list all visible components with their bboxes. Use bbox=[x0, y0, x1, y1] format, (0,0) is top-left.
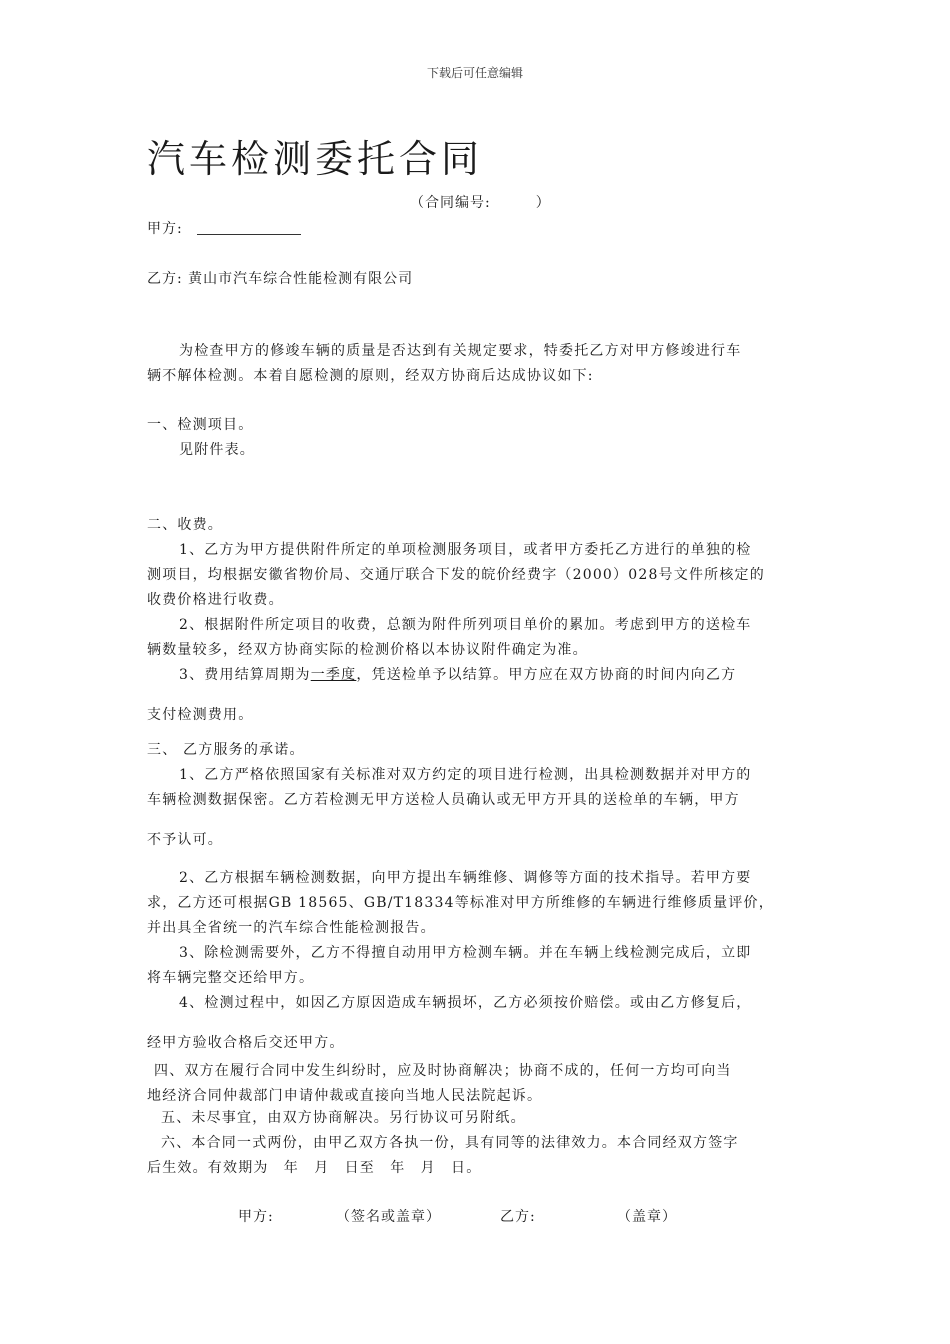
section-1-text: 见附件表。 bbox=[179, 442, 255, 458]
section-3-item2-line3: 并出具全省统一的汽车综合性能检测报告。 bbox=[147, 920, 436, 936]
party-a-label: 甲方: bbox=[147, 221, 183, 237]
section-2-item3-post: ，凭送检单予以结算。甲方应在双方协商的时间内向乙方 bbox=[356, 667, 737, 683]
section-3-item1-line1: 1、乙方严格依照国家有关标准对双方约定的项目进行检测，出具检测数据并对甲方的 bbox=[179, 767, 752, 783]
signature-party-a-note: （签名或盖章） bbox=[336, 1209, 441, 1225]
section-1 bbox=[147, 413, 807, 463]
section-3-item2-line2: 求，乙方还可根据GB 18565、GB/T18334等标准对甲方所维修的车辆进行维修质量评价， bbox=[147, 895, 774, 911]
document-title: 汽车检测委托合同 bbox=[147, 137, 484, 181]
section-2-item3 bbox=[147, 663, 807, 688]
section-1-heading: 一、检测项目。 bbox=[147, 417, 254, 433]
signature-party-b-label: 乙方: bbox=[500, 1209, 536, 1225]
party-a-blank bbox=[197, 220, 301, 235]
section-6-line1: 六、本合同一式两份，由甲乙双方各执一份，具有同等的法律效力。本合同经双方签字 bbox=[161, 1135, 739, 1151]
section-2 bbox=[147, 513, 807, 728]
section-3-item1-line2: 车辆检测数据保密。乙方若检测无甲方送检人员确认或无甲方开具的送检单的车辆，甲方 bbox=[147, 792, 740, 808]
signature-party-b-note: （盖章） bbox=[617, 1209, 677, 1225]
section-4-line2: 地经济合同仲裁部门申请仲裁或直接向当地人民法院起诉。 bbox=[147, 1088, 543, 1104]
party-b-line: 乙方: 黄山市汽车综合性能检测有限公司 bbox=[147, 271, 414, 287]
signature-party-a-label: 甲方: bbox=[238, 1209, 274, 1225]
section-4 bbox=[147, 1059, 807, 1109]
section-6-line2: 后生效。有效期为 年 月 日至 年 月 日。 bbox=[147, 1160, 482, 1176]
section-2-heading: 二、收费。 bbox=[147, 517, 223, 533]
section-2-item1-line2: 测项目，均根据安徽省物价局、交通厅联合下发的皖价经费字（2000）028号文件所核定的 bbox=[147, 567, 765, 583]
section-3-item3-line2: 将车辆完整交还给甲方。 bbox=[147, 970, 315, 986]
section-2-item2-line2: 辆数量较多，经双方协商实际的检测价格以本协议附件确定为准。 bbox=[147, 642, 588, 658]
section-5-line: 五、未尽事宜，由双方协商解决。另行协议可另附纸。 bbox=[161, 1110, 526, 1126]
section-2-item2-line1: 2、根据附件所定项目的收费，总额为附件所列项目单价的累加。考虑到甲方的送检车 bbox=[179, 617, 752, 633]
section-5 bbox=[147, 1106, 807, 1131]
intro-paragraph bbox=[147, 339, 807, 389]
settlement-period: 一季度 bbox=[310, 667, 357, 683]
section-3-heading: 三、 乙方服务的承诺。 bbox=[147, 742, 305, 758]
section-2-item1-line3: 收费价格进行收费。 bbox=[147, 592, 284, 608]
section-3-item1-end: 不予认可。 bbox=[147, 832, 223, 848]
section-3-item3-line1: 3、除检测需要外，乙方不得擅自动用甲方检测车辆。并在车辆上线检测完成后，立即 bbox=[179, 945, 752, 961]
section-6 bbox=[147, 1131, 807, 1181]
section-3-item4-end: 经甲方验收合格后交还甲方。 bbox=[147, 1035, 345, 1051]
section-2-item3-end: 支付检测费用。 bbox=[147, 707, 254, 723]
section-3 bbox=[147, 738, 807, 1056]
section-4-line1: 四、双方在履行合同中发生纠纷时，应及时协商解决；协商不成的，任何一方均可向当 bbox=[154, 1063, 732, 1079]
contract-number: （合同编号: ） bbox=[410, 195, 551, 211]
intro-line-1: 为检查甲方的修竣车辆的质量是否达到有关规定要求，特委托乙方对甲方修竣进行车 bbox=[179, 343, 742, 359]
page-header-note: 下载后可任意编辑 bbox=[426, 66, 523, 80]
section-3-item2-line1: 2、乙方根据车辆检测数据，向甲方提出车辆维修、调修等方面的技术指导。若甲方要 bbox=[179, 870, 752, 886]
party-a-line bbox=[147, 218, 301, 238]
section-2-item1-line1: 1、乙方为甲方提供附件所定的单项检测服务项目，或者甲方委托乙方进行的单独的检 bbox=[179, 542, 752, 558]
intro-line-2: 辆不解体检测。本着自愿检测的原则，经双方协商后达成协议如下: bbox=[147, 368, 594, 384]
section-3-item4: 4、检测过程中，如因乙方原因造成车辆损坏，乙方必须按价赔偿。或由乙方修复后， bbox=[179, 995, 752, 1011]
section-2-item3-pre: 3、费用结算周期为 bbox=[179, 667, 311, 683]
